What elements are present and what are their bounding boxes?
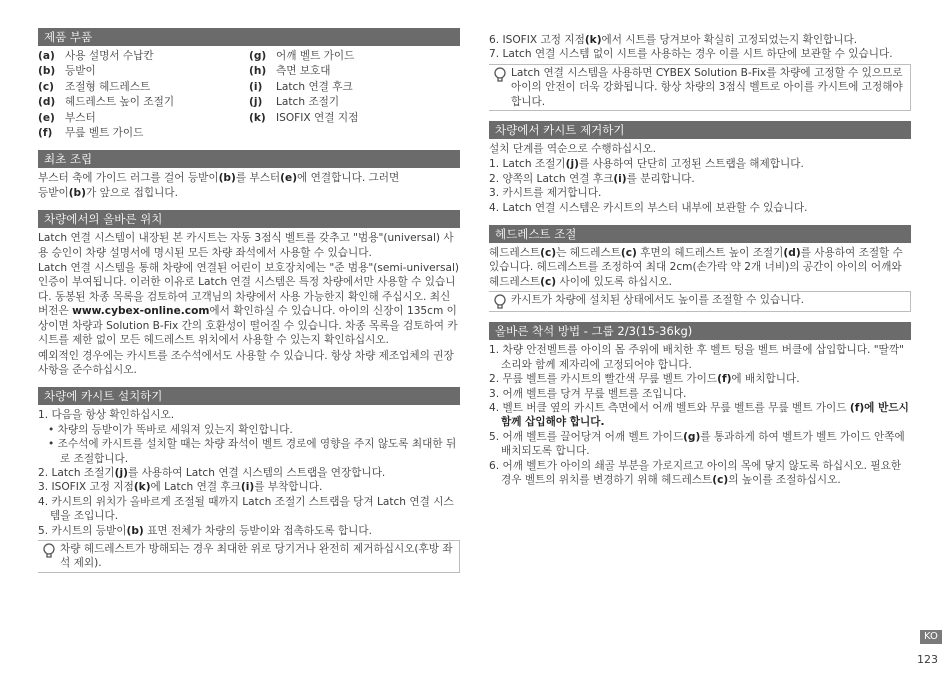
part-label: ISOFIX 연결 지점: [276, 111, 359, 124]
text: 헤드레스트: [489, 247, 541, 260]
lightbulb-icon: [42, 543, 56, 559]
text: 1. Latch 조절기: [489, 158, 566, 171]
install-step-1: 1. 다음을 항상 확인하십시오.: [38, 409, 175, 422]
section-header-removal: 차량에서 카시트 제거하기: [489, 121, 911, 139]
belt-step-2: [489, 372, 911, 386]
removal-step-1: [489, 157, 911, 171]
part-item: [249, 95, 460, 109]
text: 후면의 헤드레스트 높이 조절기: [636, 247, 784, 260]
part-label: 조절형 헤드레스트: [65, 80, 151, 93]
text: 5. 카시트의 등받이: [38, 524, 127, 537]
part-label: 부스터: [65, 111, 96, 124]
install-bullet-1: • 차량의 등받이가 똑바로 세워져 있는지 확인합니다.: [48, 423, 293, 436]
part-item: [38, 64, 249, 78]
removal-step-4: 4. Latch 연결 시스템은 카시트의 부스터 내부에 보관할 수 있습니다.: [489, 201, 808, 214]
part-item: [38, 49, 249, 63]
part-item: [38, 126, 249, 140]
ref-i: (i): [240, 481, 255, 494]
text: Latch 연결 시스템을 통해 차량에 연결된 어린이 보호장치에는 "준 범용"(semi-universal) 인증이 부여됩니다. 이러한 이유로 Latch 연결 시스템은 특정 차량에서만 사용할 수 있습니다. 동봉된 차종 목록을 검토하여 고객님의 차량에서 사용 가능한지 확인해 주십시오. 최신 버전은: [38, 262, 460, 318]
ref-c: (c): [540, 275, 557, 288]
position-para-1: Latch 연결 시스템이 내장된 본 카시트는 자동 3점식 벨트를 갖추고 "범용"(universal) 사용 승인이 차량 설명서에 명시된 모든 차량 좌석에서 사용할 수 있습니다.: [38, 232, 454, 259]
part-item: [38, 80, 249, 94]
part-item: [249, 49, 460, 63]
ref-b: (b): [218, 172, 236, 185]
text: 사이에 있도록 하십시오.: [556, 275, 672, 288]
text: 에서 시트를 당겨보아 확실히 고정되었는지 확인합니다.: [601, 34, 858, 46]
text: 2. Latch 조절기: [38, 466, 115, 479]
ref-c: (c): [712, 473, 729, 486]
section-header-headrest: 헤드레스트 조절: [489, 225, 911, 243]
part-letter: (i): [249, 80, 263, 93]
part-letter: (c): [38, 80, 54, 93]
lightbulb-icon: [493, 294, 507, 310]
ref-b: (b): [68, 186, 86, 199]
ref-c: (c): [540, 247, 557, 260]
lightbulb-icon: [493, 67, 507, 83]
ref-e: (e): [280, 172, 298, 185]
part-letter: (j): [249, 96, 263, 109]
text: 표면 전체가 차량의 등받이와 접촉하도록 합니다.: [143, 524, 373, 537]
belt-step-3: 3. 어깨 벨트를 당겨 무릎 벨트를 조입니다.: [489, 387, 687, 400]
part-label: 사용 설명서 수납칸: [65, 50, 154, 62]
install-step-7: 7. Latch 연결 시스템 없이 시트를 사용하는 경우 이를 시트 하단에 보관할 수 있습니다.: [489, 48, 893, 61]
headrest-note: [489, 291, 911, 312]
ref-d: (d): [783, 247, 801, 260]
part-label: 등받이: [65, 65, 96, 78]
website-link[interactable]: www.cybex-online.com: [72, 305, 210, 318]
text: 6. ISOFIX 고정 지점: [489, 34, 585, 46]
section-belt: [489, 322, 911, 487]
part-item: [38, 95, 249, 109]
note-text: Latch 연결 시스템을 사용하면 CYBEX Solution B-Fix를 차량에 고정할 수 있으므로 아이의 안전이 더욱 강화됩니다. 항상 차량의 3점식 벨트로 아이를 카시트에 고정해야 합니다.: [511, 66, 903, 108]
belt-step-5: [489, 430, 911, 459]
part-item: [249, 111, 460, 125]
install-step-4: 4. 카시트의 위치가 올바르게 조절될 때까지 Latch 조절기 스트랩을 당겨 Latch 연결 시스템을 조입니다.: [38, 495, 454, 523]
text: 를 사용하여 Latch 연결 시스템의 스트랩을 연장합니다.: [127, 466, 386, 479]
part-letter: (a): [38, 50, 55, 62]
left-column: [38, 28, 460, 583]
text: 6. 어깨 벨트가 아이의 쇄골 부분을 가로지르고 아이의 목에 닿지 않도록 하십시오. 필요한 경우 벨트의 위치를 변경하기 위해 헤드레스트: [489, 459, 902, 486]
ref-g: (g): [683, 430, 701, 443]
text: 는 헤드레스트: [556, 247, 621, 260]
assembly-text: [38, 171, 460, 200]
text: 에 Latch 연결 후크: [150, 481, 241, 494]
ref-j: (j): [114, 466, 128, 479]
language-badge: KO: [920, 630, 942, 644]
ref-k: (k): [584, 34, 602, 46]
section-removal: [489, 121, 911, 215]
belt-step-6: [489, 459, 911, 488]
position-para-2: [38, 261, 460, 347]
section-assembly: [38, 150, 460, 200]
install-step-5: [38, 524, 460, 538]
section-header-install: 차량에 카시트 설치하기: [38, 387, 460, 405]
text: 가 앞으로 접힙니다.: [85, 186, 178, 199]
install-note: [38, 540, 460, 573]
text: 에 배치합니다.: [731, 373, 800, 386]
text: 를 사용하여 단단히 고정된 스트랩을 해제합니다.: [578, 158, 804, 171]
install-step-3: [38, 480, 460, 494]
text: 5. 어깨 벨트를 끌어당겨 어깨 벨트 가이드: [489, 430, 684, 443]
text: 에서 확인하실 수 있습니다. 아이의 신장이 135cm 이상이면 차량과 Solution B-Fix 간의 호환성이 떨어질 수 있습니다. 차종 목록을 검토하여 카시트를 제한 없이 모든 헤드레스트 위치에서 사용할 수 있는지 확인하십시오.: [38, 305, 458, 347]
belt-warning: (f)에 반드시 함께 삽입해야 합니다.: [501, 401, 909, 429]
part-letter: (g): [249, 50, 267, 62]
ref-f: (f): [717, 373, 732, 386]
part-letter: (k): [249, 111, 266, 124]
part-letter: (h): [249, 65, 267, 78]
part-letter: (e): [38, 111, 55, 124]
section-install: [38, 387, 460, 572]
removal-step-2: [489, 172, 911, 186]
text: 에 연결합니다. 그러면: [297, 172, 400, 185]
section-install-continued: [489, 33, 911, 111]
text: 를 분리합니다.: [626, 172, 695, 185]
text: 2. 무릎 벨트를 카시트의 빨간색 무릎 벨트 가이드: [489, 373, 718, 386]
ref-k: (k): [133, 481, 151, 494]
section-position: [38, 210, 460, 377]
removal-intro: 설치 단계를 역순으로 수행하십시오.: [489, 143, 656, 156]
note-text: 카시트가 차량에 설치된 상태에서도 높이를 조절할 수 있습니다.: [511, 294, 805, 307]
removal-step-3: 3. 카시트를 제거합니다.: [489, 187, 602, 200]
section-contents: [38, 28, 460, 140]
part-item: [38, 111, 249, 125]
text: 2. 양쪽의 Latch 연결 후크: [489, 172, 614, 185]
text: 4. 벨트 버클 옆의 카시트 측면에서 어깨 벨트와 무릎 벨트를 무릎 벨트 가이드: [489, 401, 850, 414]
position-para-3: 예외적인 경우에는 카시트를 조수석에서도 사용할 수 있습니다. 항상 차량 제조업체의 권장 사항을 준수하십시오.: [38, 349, 454, 376]
ref-b: (b): [126, 524, 144, 537]
text: 부스터 축에 가이드 러그를 걸어 등받이: [38, 172, 219, 185]
part-label: 무릎 벨트 가이드: [65, 127, 144, 140]
text: 를 부착합니다.: [254, 481, 323, 494]
text: 를 부스터: [235, 172, 281, 185]
parts-list: [38, 49, 460, 140]
latch-note: [489, 64, 911, 111]
part-label: 측면 보호대: [276, 65, 331, 78]
ref-i: (i): [613, 172, 627, 185]
text: 의 높이를 조절하십시오.: [728, 473, 841, 486]
section-header-belt: 올바른 착석 방법 - 그룹 2/3(15-36kg): [489, 322, 911, 340]
part-letter: (d): [38, 96, 56, 109]
part-label: Latch 연결 후크: [276, 80, 353, 93]
install-step-6: [489, 33, 911, 47]
page-number: 123: [917, 653, 938, 666]
belt-step-1: 1. 차량 안전벨트를 아이의 몸 주위에 배치한 후 벨트 텅을 벨트 버클에 삽입합니다. "딸깍" 소리와 함께 제자리에 고정되어야 합니다.: [489, 344, 904, 371]
install-step-2: [38, 466, 460, 480]
section-header-contents: 제품 부품: [38, 28, 460, 46]
text: 3. ISOFIX 고정 지점: [38, 481, 134, 494]
ref-j: (j): [565, 158, 579, 171]
note-text: 차량 헤드레스트가 방해되는 경우 최대한 위로 당기거나 완전히 제거하십시오(후방 좌석 제외).: [60, 542, 453, 570]
text: 를 사용하여 조절할 수 있습니다. 헤드레스트를 조정하여 최대 2cm(손가락 약 2개 너비)의 공간이 아이의 어깨와 헤드레스트: [489, 247, 903, 288]
ref-c: (c): [620, 247, 637, 260]
section-header-position: 차량에서의 올바른 위치: [38, 210, 460, 228]
part-item: [249, 80, 460, 94]
part-letter: (f): [38, 127, 53, 140]
part-label: 헤드레스트 높이 조절기: [65, 96, 175, 109]
part-label: 어깨 벨트 가이드: [276, 50, 355, 62]
part-item: [249, 64, 460, 78]
belt-step-4: [489, 401, 911, 430]
right-column: [489, 33, 911, 497]
part-letter: (b): [38, 65, 56, 78]
text: 를 통과하게 하여 벨트가 벨트 가이드 안쪽에 배치되도록 합니다.: [501, 430, 905, 458]
install-bullet-2: • 조수석에 카시트를 설치할 때는 차량 좌석이 벨트 경로에 영향을 주지 않도록 최대한 뒤로 조절합니다.: [48, 438, 457, 465]
text: 등받이: [38, 186, 69, 199]
section-header-assembly: 최초 조립: [38, 150, 460, 168]
part-label: Latch 조절기: [276, 96, 340, 109]
section-headrest: [489, 225, 911, 312]
headrest-text: [489, 246, 911, 289]
